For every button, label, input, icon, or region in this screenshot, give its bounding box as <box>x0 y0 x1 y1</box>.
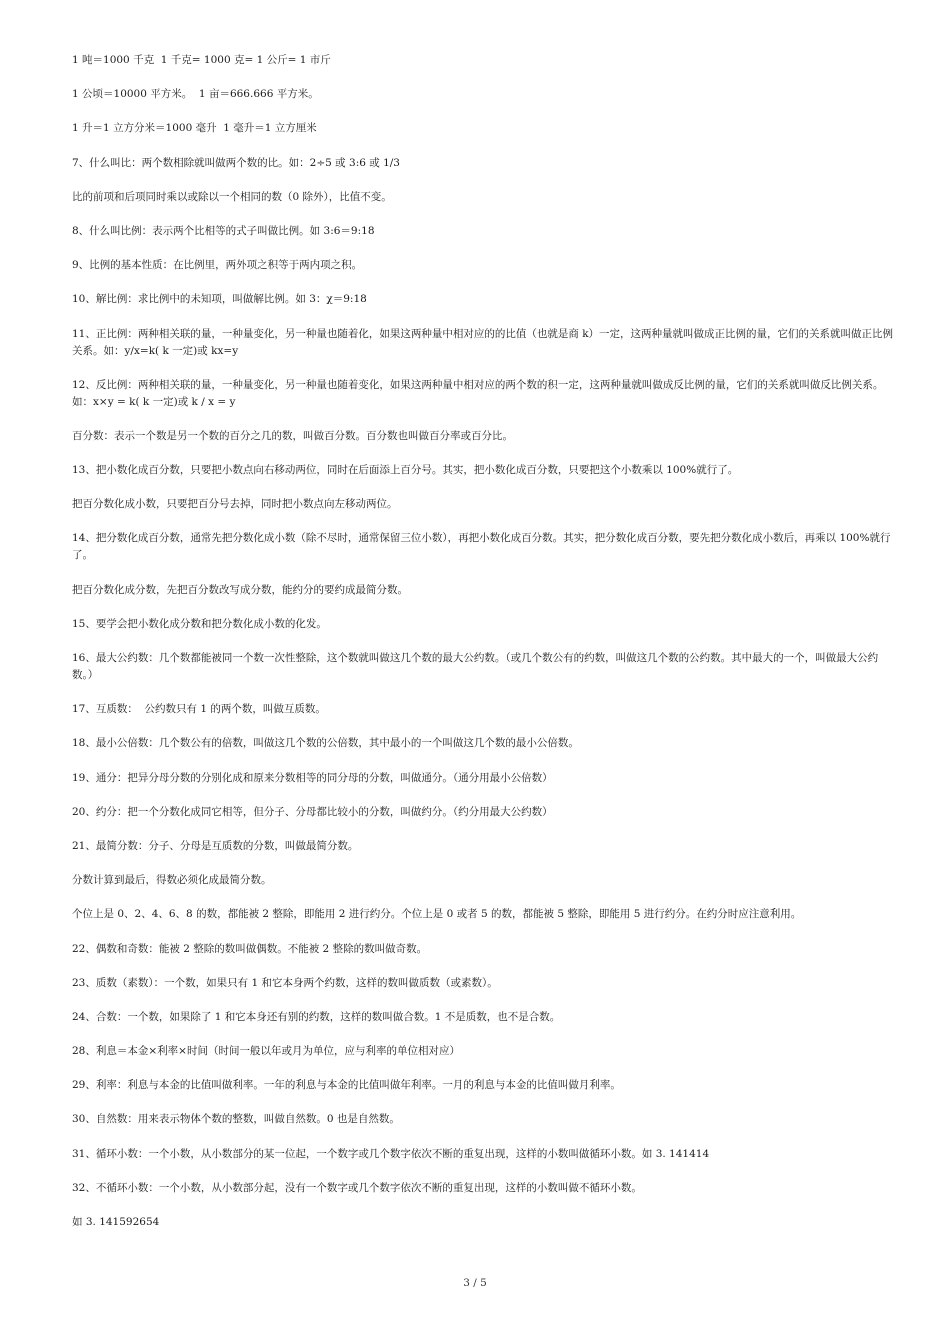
text-line: 12、反比例：两种相关联的量，一种量变化，另一种量也随着变化，如果这两种量中相对应的两个数的积一定，这两种量就叫做成反比例的量，它们的关系就叫做反比例关系。如：x×y = k( k 一定)或 k / x = y <box>72 378 884 408</box>
text-line: 百分数：表示一个数是另一个数的百分之几的数，叫做百分数。百分数也叫做百分率或百分比。 <box>72 429 513 442</box>
text-line: 21、最简分数：分子、分母是互质数的分数，叫做最简分数。 <box>72 839 359 852</box>
text-line: 23、质数（素数）：一个数，如果只有 1 和它本身两个约数，这样的数叫做质数（或素数）。 <box>72 976 498 989</box>
text-line: 11、正比例：两种相关联的量，一种量变化，另一种量也随着化，如果这两种量中相对应的的比值（也就是商 k）一定，这两种量就叫做成正比例的量，它们的关系就叫做正比例关系。如：y/x=k( k 一定)或 kx=y <box>72 327 894 357</box>
page-number: 3 / 5 <box>463 1277 487 1289</box>
text-line: 30、自然数：用来表示物体个数的整数，叫做自然数。0 也是自然数。 <box>72 1113 400 1126</box>
text-line: 18、最小公倍数：几个数公有的倍数，叫做这几个数的公倍数，其中最小的一个叫做这几个数的最小公倍数。 <box>72 737 579 750</box>
text-line: 把百分数化成小数，只要把百分号去掉，同时把小数点向左移动两位。 <box>72 498 398 511</box>
text-line: 24、合数：一个数，如果除了 1 和它本身还有别的约数，这样的数叫做合数。1 不是质数，也不是合数。 <box>72 1010 561 1023</box>
text-line: 1 升＝1 立方分米＝1000 毫升 1 毫升＝1 立方厘米 <box>72 122 317 135</box>
text-line: 1 公顷＝10000 平方米。 1 亩＝666.666 平方米。 <box>72 88 319 101</box>
document-body <box>72 52 898 1248</box>
text-line: 17、互质数： 公约数只有 1 的两个数，叫做互质数。 <box>72 703 326 716</box>
text-line: 19、通分：把异分母分数的分别化成和原来分数相等的同分母的分数，叫做通分。（通分用最小公倍数） <box>72 771 553 784</box>
text-line: 31、循环小数：一个小数，从小数部分的某一位起，一个数字或几个数字依次不断的重复出现，这样的小数叫做循环小数。如 3. 141414 <box>72 1147 710 1160</box>
text-line: 分数计算到最后，得数必须化成最简分数。 <box>72 874 272 887</box>
text-line: 14、把分数化成百分数，通常先把分数化成小数（除不尽时，通常保留三位小数），再把小数化成百分数。其实，把分数化成百分数，要先把分数化成小数后，再乘以 100%就行了。 <box>72 532 891 562</box>
text-line: 比的前项和后项同时乘以或除以一个相同的数（0 除外），比值不变。 <box>72 190 392 203</box>
text-line: 1 吨＝1000 千克 1 千克= 1000 克= 1 公斤= 1 市斤 <box>72 54 331 66</box>
text-line: 32、不循环小数：一个小数，从小数部分起，没有一个数字或几个数字依次不断的重复出现，这样的小数叫做不循环小数。 <box>72 1181 642 1194</box>
text-line: 16、最大公约数：几个数都能被同一个数一次性整除，这个数就叫做这几个数的最大公约数。（或几个数公有的约数，叫做这几个数的公约数。其中最大的一个，叫做最大公约数。） <box>72 652 879 681</box>
text-line: 个位上是 0、2、4、6、8 的数，都能被 2 整除，即能用 2 进行约分。个位上是 0 或者 5 的数，都能被 5 整除，即能用 5 进行约分。在约分时应注意利用。 <box>72 908 802 921</box>
text-line: 29、利率：利息与本金的比值叫做利率。一年的利息与本金的比值叫做年利率。一月的利息与本金的比值叫做月利率。 <box>72 1079 621 1092</box>
text-line: 把百分数化成分数，先把百分数改写成分数，能约分的要约成最简分数。 <box>72 583 408 596</box>
text-line: 22、偶数和奇数：能被 2 整除的数叫做偶数。不能被 2 整除的数叫做奇数。 <box>72 942 428 955</box>
text-line: 20、约分：把一个分数化成同它相等，但分子、分母都比较小的分数，叫做约分。（约分用最大公约数） <box>72 805 553 818</box>
text-line: 如 3. 141592654 <box>72 1216 160 1228</box>
text-line: 10、解比例：求比例中的未知项，叫做解比例。如 3：χ＝9:18 <box>72 293 367 306</box>
text-line: 15、要学会把小数化成分数和把分数化成小数的化发。 <box>72 617 327 630</box>
text-line: 7、什么叫比：两个数相除就叫做两个数的比。如：2÷5 或 3:6 或 1/3 <box>72 156 400 169</box>
text-line: 13、把小数化成百分数，只要把小数点向右移动两位，同时在后面添上百分号。其实，把小数化成百分数，只要把这个小数乘以 100%就行了。 <box>72 464 739 477</box>
text-line: 8、什么叫比例：表示两个比相等的式子叫做比例。如 3:6＝9:18 <box>72 224 375 237</box>
text-line: 28、利息＝本金×利率×时间（时间一般以年或月为单位，应与利率的单位相对应） <box>72 1045 460 1058</box>
text-line: 9、比例的基本性质：在比例里，两外项之积等于两内项之积。 <box>72 259 363 272</box>
